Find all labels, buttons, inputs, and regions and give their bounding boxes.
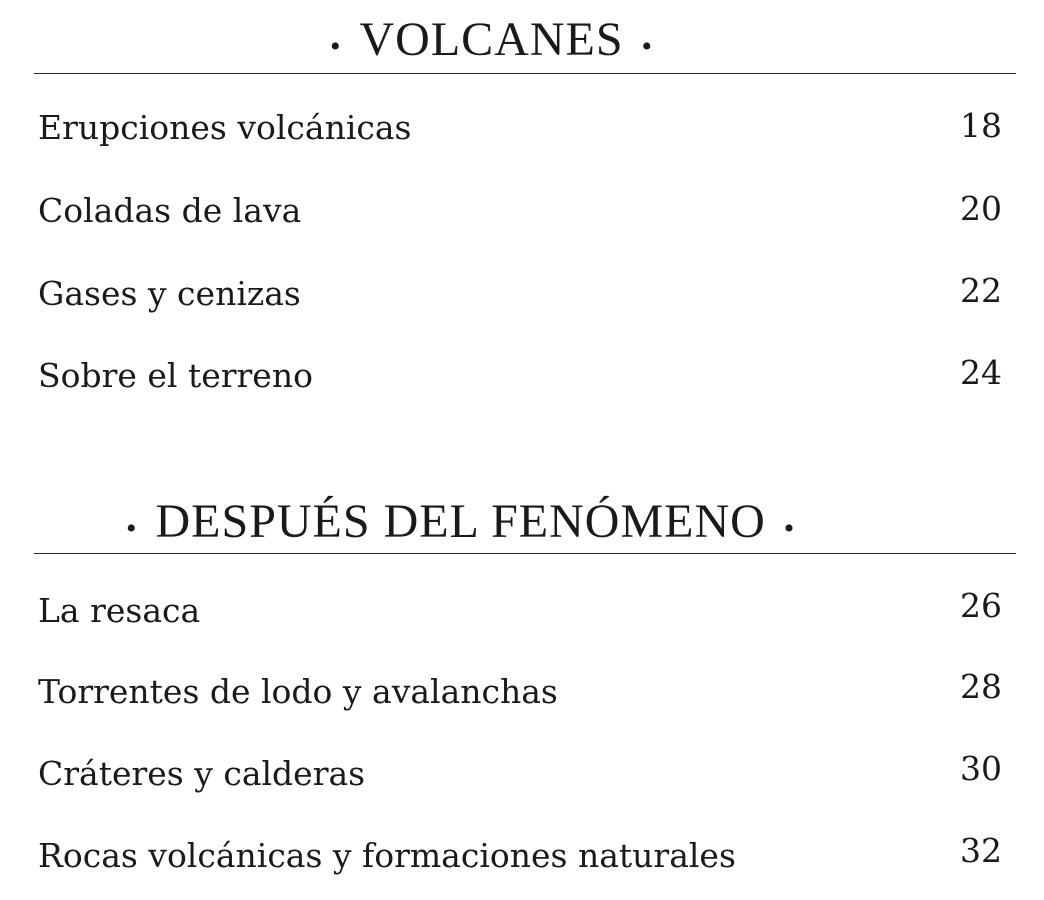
bullet-right: •	[641, 30, 654, 64]
toc-entry-page: 30	[960, 749, 1002, 788]
section-heading: DESPUÉS DEL FENÓMENO	[155, 495, 766, 548]
section-title-despues-del-fenomeno	[126, 494, 795, 550]
section-title-volcanes	[330, 12, 653, 68]
toc-entry-page: 22	[960, 271, 1002, 310]
toc-entry-page: 32	[960, 831, 1002, 870]
toc-entry-label: Gases y cenizas	[38, 274, 301, 313]
toc-entry-label: Erupciones volcánicas	[38, 108, 412, 147]
toc-entry-page: 18	[960, 106, 1002, 145]
bullet-left: •	[126, 512, 138, 546]
toc-entry-page: 28	[960, 667, 1002, 706]
section-divider	[34, 73, 1016, 74]
toc-entry-label: Rocas volcánicas y formaciones naturales	[38, 836, 736, 875]
toc-entry-label: Coladas de lava	[38, 191, 302, 230]
toc-entry-label: Torrentes de lodo y avalanchas	[38, 672, 558, 711]
section-divider	[34, 553, 1016, 554]
toc-entry-label: Sobre el terreno	[38, 356, 313, 395]
bullet-left: •	[330, 30, 342, 64]
toc-entry-label: La resaca	[38, 591, 201, 630]
section-heading: VOLCANES	[359, 13, 624, 66]
bullet-right: •	[783, 512, 796, 546]
toc-entry-label: Cráteres y calderas	[38, 754, 366, 793]
toc-entry-page: 20	[960, 189, 1002, 228]
toc-entry-page: 26	[960, 586, 1002, 625]
toc-entry-page: 24	[960, 353, 1002, 392]
